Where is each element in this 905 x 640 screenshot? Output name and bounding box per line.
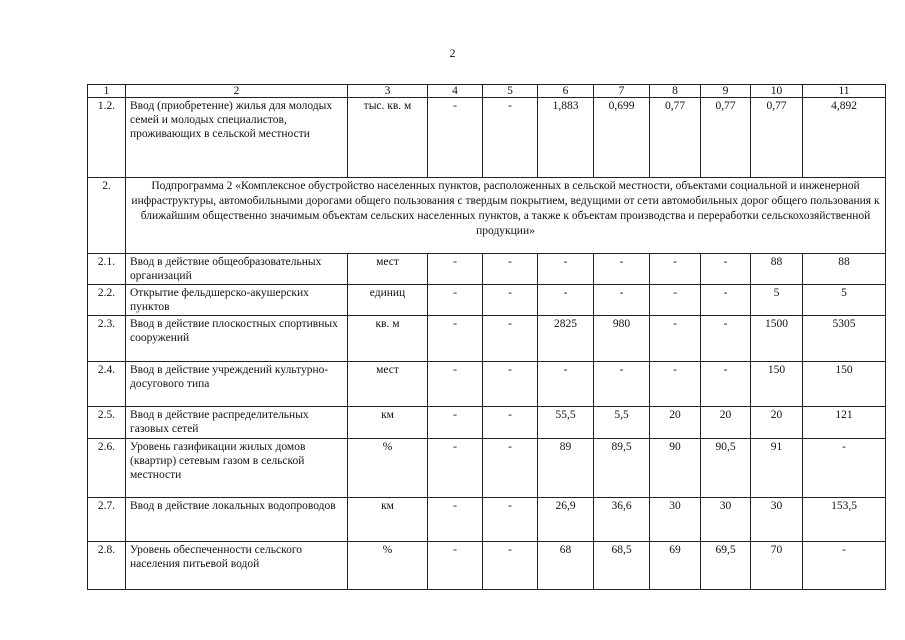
column-number-cell: 1 (88, 85, 126, 98)
row-number: 2.7. (88, 498, 126, 542)
value-cell: - (701, 316, 751, 362)
table-row (88, 98, 886, 178)
value-cell: 70 (751, 542, 803, 590)
value-cell: - (650, 254, 701, 285)
indicator-name: Уровень газификации жилых домов (квартир) сетевым газом в сельской местности (126, 439, 348, 498)
value-cell: - (483, 362, 538, 407)
value-cell: - (538, 285, 594, 316)
value-cell: 30 (751, 498, 803, 542)
row-number: 2.4. (88, 362, 126, 407)
row-number: 2.1. (88, 254, 126, 285)
value-cell: - (428, 98, 483, 178)
page-number: 2 (449, 46, 456, 60)
table-row (88, 498, 886, 542)
column-number-cell: 3 (348, 85, 428, 98)
value-cell: 20 (751, 407, 803, 439)
value-cell: - (428, 498, 483, 542)
unit-cell: тыс. кв. м (348, 98, 428, 178)
subprogram-title: Подпрограмма 2 «Комплексное обустройство населенных пунктов, расположенных в сельской местности, объектами социальной и инженерной инфраструктуры, автомобильными дорогами общего пользования с твердым покрытием, ведущими от сети автомобильных дорог общего пользования к ближайшим общественно значимым объектам сельских населенных пунктов, а также к объектам производства и переработки сельскохозяйственной продукции» (126, 178, 886, 254)
indicator-name: Уровень обеспеченности сельского населения питьевой водой (126, 542, 348, 590)
value-cell: 88 (803, 254, 886, 285)
column-number-cell: 5 (483, 85, 538, 98)
unit-cell: мест (348, 362, 428, 407)
unit-cell: км (348, 498, 428, 542)
value-cell: - (428, 254, 483, 285)
value-cell: 89,5 (594, 439, 650, 498)
indicator-name: Ввод в действие плоскостных спортивных сооружений (126, 316, 348, 362)
value-cell: - (483, 98, 538, 178)
value-cell: 90,5 (701, 439, 751, 498)
subprogram-row (88, 178, 886, 254)
indicator-name: Ввод в действие учреждений культурно-досугового типа (126, 362, 348, 407)
value-cell: - (483, 407, 538, 439)
value-cell: 0,77 (751, 98, 803, 178)
unit-cell: мест (348, 254, 428, 285)
column-number-cell: 9 (701, 85, 751, 98)
column-number-cell: 7 (594, 85, 650, 98)
unit-cell: % (348, 542, 428, 590)
table-row (88, 439, 886, 498)
value-cell: - (650, 362, 701, 407)
value-cell: - (594, 362, 650, 407)
indicator-name: Ввод в действие распределительных газовых сетей (126, 407, 348, 439)
value-cell: 0,77 (701, 98, 751, 178)
value-cell: - (538, 254, 594, 285)
table-row (88, 362, 886, 407)
value-cell: - (483, 542, 538, 590)
value-cell: 153,5 (803, 498, 886, 542)
value-cell: 4,892 (803, 98, 886, 178)
unit-cell: единиц (348, 285, 428, 316)
column-number-cell: 4 (428, 85, 483, 98)
unit-cell: км (348, 407, 428, 439)
indicator-name: Открытие фельдшерско-акушерских пунктов (126, 285, 348, 316)
value-cell: - (594, 254, 650, 285)
value-cell: - (483, 316, 538, 362)
indicator-name: Ввод в действие общеобразовательных организаций (126, 254, 348, 285)
value-cell: 1,883 (538, 98, 594, 178)
table-row (88, 407, 886, 439)
column-number-cell: 10 (751, 85, 803, 98)
table-row (88, 254, 886, 285)
value-cell: 68,5 (594, 542, 650, 590)
row-number: 2.8. (88, 542, 126, 590)
value-cell: 0,699 (594, 98, 650, 178)
value-cell: - (803, 439, 886, 498)
value-cell: - (650, 285, 701, 316)
value-cell: 5305 (803, 316, 886, 362)
value-cell: 980 (594, 316, 650, 362)
value-cell: 30 (701, 498, 751, 542)
value-cell: - (701, 254, 751, 285)
row-number: 1.2. (88, 98, 126, 178)
indicators-table (87, 84, 886, 590)
value-cell: - (428, 407, 483, 439)
value-cell: 5 (751, 285, 803, 316)
row-number: 2. (88, 178, 126, 254)
value-cell: - (428, 316, 483, 362)
indicator-name: Ввод в действие локальных водопроводов (126, 498, 348, 542)
value-cell: - (650, 316, 701, 362)
value-cell: - (483, 285, 538, 316)
value-cell: 5 (803, 285, 886, 316)
value-cell: - (803, 542, 886, 590)
value-cell: 150 (751, 362, 803, 407)
column-number-cell: 6 (538, 85, 594, 98)
unit-cell: кв. м (348, 316, 428, 362)
column-number-cell: 11 (803, 85, 886, 98)
value-cell: 30 (650, 498, 701, 542)
unit-cell: % (348, 439, 428, 498)
value-cell: - (594, 285, 650, 316)
value-cell: 68 (538, 542, 594, 590)
table-row (88, 316, 886, 362)
value-cell: - (428, 542, 483, 590)
value-cell: 121 (803, 407, 886, 439)
table-row (88, 542, 886, 590)
row-number: 2.3. (88, 316, 126, 362)
value-cell: - (701, 285, 751, 316)
value-cell: - (483, 498, 538, 542)
value-cell: - (483, 439, 538, 498)
row-number: 2.5. (88, 407, 126, 439)
value-cell: 150 (803, 362, 886, 407)
value-cell: 90 (650, 439, 701, 498)
value-cell: 1500 (751, 316, 803, 362)
value-cell: 20 (701, 407, 751, 439)
value-cell: 0,77 (650, 98, 701, 178)
column-number-cell: 8 (650, 85, 701, 98)
value-cell: 91 (751, 439, 803, 498)
value-cell: 89 (538, 439, 594, 498)
value-cell: 20 (650, 407, 701, 439)
column-number-row (88, 85, 886, 98)
column-number-cell: 2 (126, 85, 348, 98)
value-cell: - (538, 362, 594, 407)
value-cell: 55,5 (538, 407, 594, 439)
table-row (88, 285, 886, 316)
row-number: 2.2. (88, 285, 126, 316)
value-cell: - (428, 362, 483, 407)
row-number: 2.6. (88, 439, 126, 498)
value-cell: - (701, 362, 751, 407)
value-cell: - (428, 439, 483, 498)
value-cell: 88 (751, 254, 803, 285)
indicator-name: Ввод (приобретение) жилья для молодых семей и молодых специалистов, проживающих в сельской местности (126, 98, 348, 178)
value-cell: 69 (650, 542, 701, 590)
value-cell: - (483, 254, 538, 285)
value-cell: 26,9 (538, 498, 594, 542)
value-cell: - (428, 285, 483, 316)
value-cell: 69,5 (701, 542, 751, 590)
value-cell: 5,5 (594, 407, 650, 439)
value-cell: 2825 (538, 316, 594, 362)
value-cell: 36,6 (594, 498, 650, 542)
